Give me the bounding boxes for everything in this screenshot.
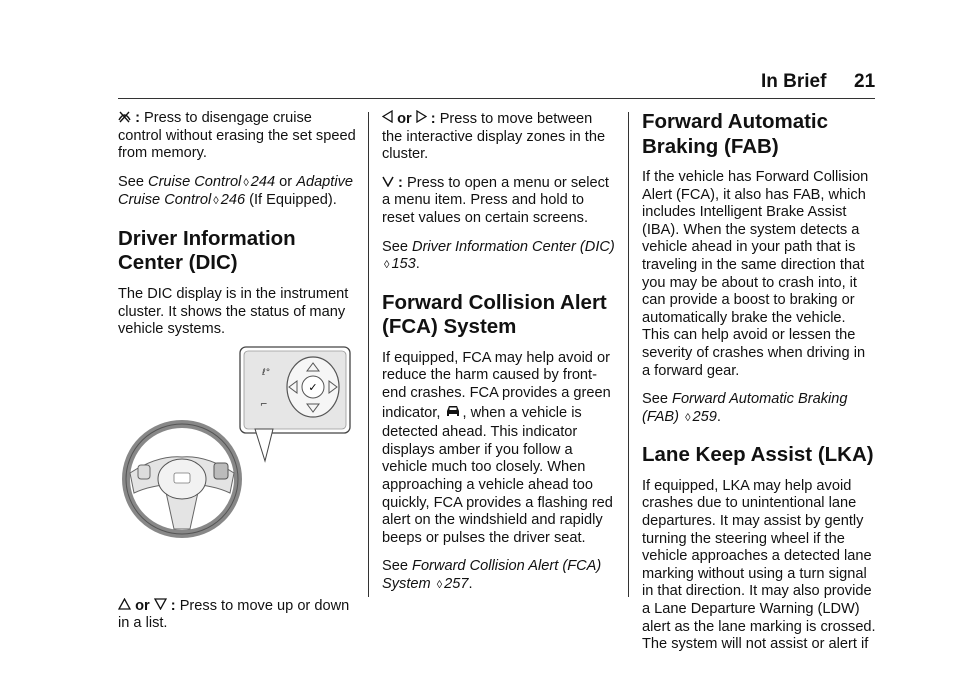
see-reference-fab: See Forward Automatic Braking (FAB) ◊ 259.	[642, 391, 848, 425]
running-header-title: In Brief	[761, 71, 827, 92]
ref-dic[interactable]: Driver Information Center (DIC)	[412, 238, 615, 255]
checkmark-icon	[382, 175, 394, 191]
leftright-description: Press to move between the interactive display zones in the cluster.	[382, 111, 606, 163]
svg-text:ℓ°: ℓ°	[262, 368, 271, 378]
select-item: : Press to open a menu or select a menu item. Press and hold to reset values on certain screens.	[382, 174, 609, 226]
ref-page-246[interactable]: 246	[220, 192, 246, 209]
or-text: or	[279, 173, 293, 190]
cancel-item: : Press to disengage cruise control without erasing the set speed from memory.	[118, 110, 356, 162]
ref-adaptive-cruise[interactable]: Adaptive Cruise Control	[118, 173, 354, 209]
fca-heading: Forward Collision Alert (FCA) System	[382, 290, 607, 339]
lka-text: If equipped, LKA may help avoid crashes due to unintentional lane departures. It may assist by gently turning the steering wheel if the vehicle approaches a detected lane marking without using a turn signal in that direction. It may also provide a Lane Departure Warning (LDW) alert as the lane marking is crossed. The system will not assist or alert if	[642, 477, 876, 653]
ref-page-257[interactable]: 257	[444, 575, 469, 592]
ref-fca[interactable]: Forward Collision Alert (FCA) System	[382, 558, 602, 592]
see-reference-fca: See Forward Collision Alert (FCA) System ◊ 257.	[382, 558, 602, 592]
page-arrow-icon: ◊	[436, 578, 443, 591]
see-label: See	[382, 558, 408, 575]
see-reference-cruise	[118, 174, 356, 211]
leftright-item: or : Press to move between the interactive display zones in the cluster.	[382, 111, 606, 163]
or-text: or	[135, 597, 150, 614]
svg-text:✓: ✓	[308, 381, 318, 394]
see-label: See	[642, 391, 668, 408]
ref-cruise-control[interactable]: Cruise Control	[148, 173, 242, 190]
or-text: or	[397, 111, 412, 127]
column-3	[642, 110, 876, 665]
lka-heading: Lane Keep Assist (LKA)	[642, 443, 874, 467]
fab-heading: Forward Automatic Braking (FAB)	[642, 110, 829, 158]
see-label: See	[382, 238, 408, 255]
steering-wheel-illustration	[118, 343, 354, 549]
fab-text: If the vehicle has Forward Collision Alert (FCA), it also has FAB, which includes Intelligent Brake Assist (IBA). When the system detects a vehicle ahead in your path that is traveling in the same direction that you may be about to crash into, it can provide a boost to braking or automatically brake the vehicle. This can help avoid or lessen the severity of crashes when driving in a forward gear.	[642, 169, 869, 379]
ref-page-153[interactable]: 153	[391, 256, 416, 273]
cruise-cancel-icon	[118, 110, 135, 126]
column-2	[382, 110, 616, 605]
updown-item: or : Press to move up or down in a list.	[118, 597, 350, 632]
ref-fab[interactable]: Forward Automatic Braking (FAB)	[642, 391, 848, 425]
right-arrow-icon	[416, 111, 427, 127]
down-arrow-icon	[154, 598, 167, 614]
dic-text: The DIC display is in the instrument cluster. It shows the status of many vehicle systems.	[118, 285, 349, 338]
page-arrow-icon: ◊	[213, 195, 219, 208]
see-label: See	[118, 173, 144, 190]
page-arrow-icon: ◊	[384, 259, 390, 272]
left-arrow-icon	[382, 111, 393, 127]
page-arrow-icon: ◊	[243, 176, 249, 189]
column-divider-1	[368, 112, 369, 597]
header-rule	[118, 98, 875, 99]
see-reference-dic: See Driver Information Center (DIC) ◊ 153.	[382, 238, 615, 273]
if-equipped-text: (If Equipped).	[249, 192, 337, 209]
page-arrow-icon: ◊	[685, 411, 691, 424]
updown-description: Press to move up or down in a list.	[118, 597, 350, 632]
dic-heading: Driver Information Center (DIC)	[118, 226, 296, 275]
ref-page-259[interactable]: 259	[692, 408, 717, 425]
svg-text:⌐: ⌐	[260, 400, 268, 410]
up-arrow-icon	[118, 598, 131, 614]
fca-text: If equipped, FCA may help avoid or reduce the harm caused by front-end crashes. FCA provides a green indicator, , when a vehicle is detected ahead. This indicator displays amber if you follow a vehicle much too closely. When approaching a vehicle ahead too quickly, FCA provides a flashing red alert on the windshield and rapidly beeps or pulses the driver seat.	[382, 349, 613, 546]
cancel-description: Press to disengage cruise control without erasing the set speed from memory.	[118, 110, 356, 162]
page-number: 21	[854, 71, 876, 92]
vehicle-ahead-icon	[445, 403, 461, 425]
ref-page-244[interactable]: 244	[250, 173, 276, 190]
select-description: Press to open a menu or select a menu item. Press and hold to reset values on certain screens.	[382, 174, 609, 226]
column-divider-2	[628, 112, 629, 597]
